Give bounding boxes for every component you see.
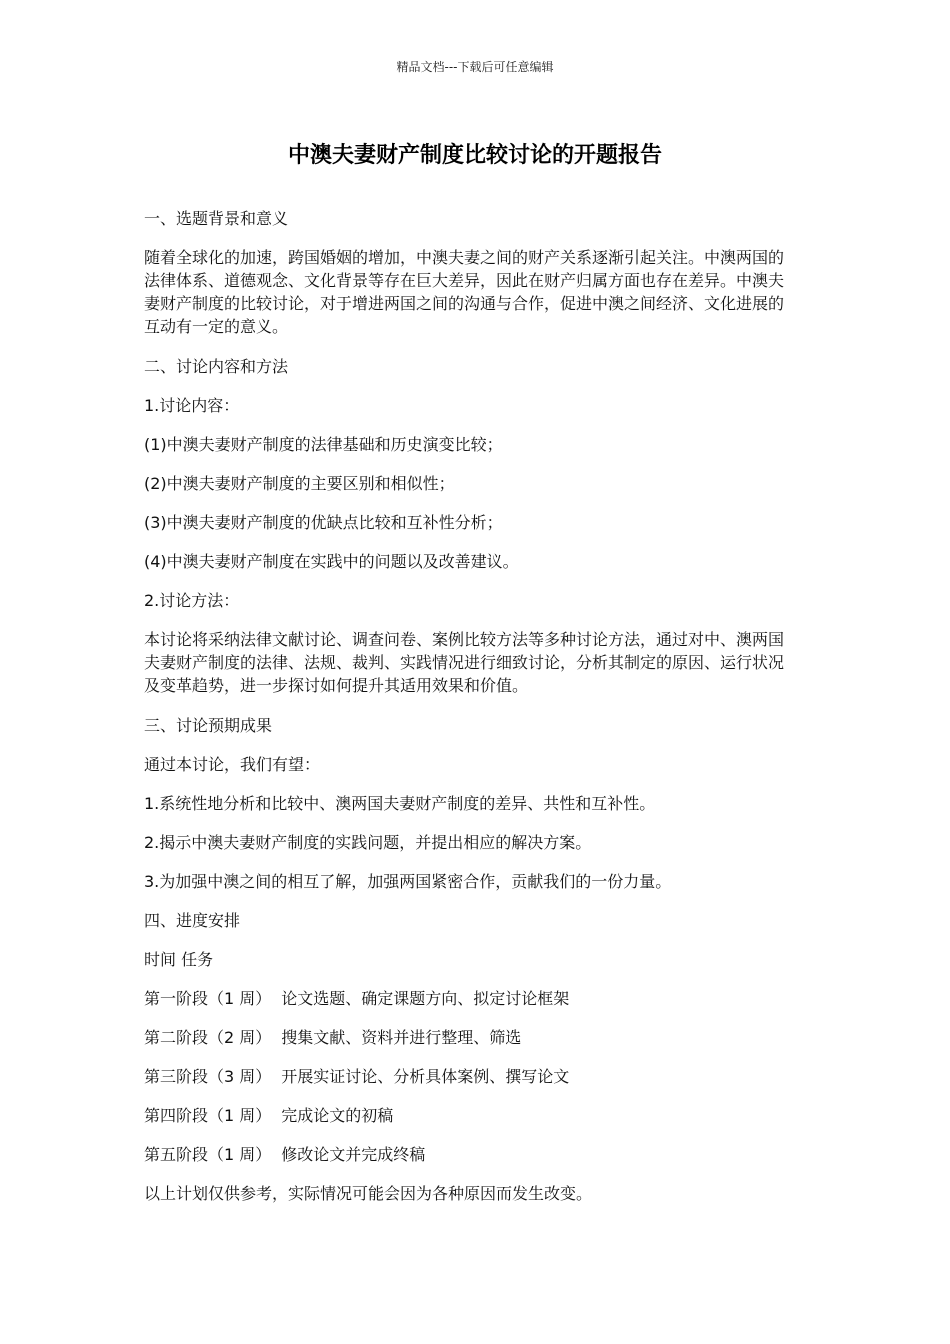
schedule-row [144,987,796,1010]
research-content-item: (3)中澳夫妻财产制度的优缺点比较和互补性分析； [144,513,503,532]
schedule-task: 开展实证讨论、分析具体案例、撰写论文 [281,1067,570,1086]
research-content-item: (4)中澳夫妻财产制度在实践中的问题以及改善建议。 [144,552,519,571]
schedule-task: 修改论文并完成终稿 [281,1145,426,1164]
section-3-heading: 三、讨论预期成果 [144,716,273,735]
schedule-header: 时间 任务 [144,950,214,969]
expected-results-intro: 通过本讨论，我们有望： [144,755,321,774]
schedule-row [144,1104,796,1127]
section-1-body: 随着全球化的加速，跨国婚姻的增加，中澳夫妻之间的财产关系逐渐引起关注。中澳两国的法律体系、道德观念、文化背景等存在巨大差异，因此在财产归属方面也存在差异。中澳夫妻财产制度的比较讨论，对于增进两国之间的沟通与合作，促进中澳之间经济、文化进展的互动有一定的意义。 [144,248,785,336]
section-1-heading: 一、选题背景和意义 [144,209,289,228]
expected-result-item: 3.为加强中澳之间的相互了解，加强两国紧密合作，贡献我们的一份力量。 [144,872,672,891]
schedule-task: 论文选题、确定课题方向、拟定讨论框架 [281,989,570,1008]
expected-result-item: 1.系统性地分析和比较中、澳两国夫妻财产制度的差异、共性和互补性。 [144,794,656,813]
research-method-body: 本讨论将采纳法律文献讨论、调查问卷、案例比较方法等多种讨论方法，通过对中、澳两国夫妻财产制度的法律、法规、裁判、实践情况进行细致讨论，分析其制定的原因、运行状况及变革趋势，进一步探讨如何提升其适用效果和价值。 [144,630,785,695]
research-content-item: (1)中澳夫妻财产制度的法律基础和历史演变比较； [144,435,503,454]
schedule-task: 完成论文的初稿 [281,1106,394,1125]
schedule-stage: 第一阶段（1 周） [144,989,272,1008]
research-method-label: 2.讨论方法： [144,591,240,610]
section-2-heading: 二、讨论内容和方法 [144,357,289,376]
schedule-row [144,1143,796,1166]
header-note: 精品文档---下载后可任意编辑 [396,60,554,74]
section-4-heading: 四、进度安排 [144,911,241,930]
closing-note: 以上计划仅供参考，实际情况可能会因为各种原因而发生改变。 [144,1184,593,1203]
schedule-row [144,1065,796,1088]
research-content-label: 1.讨论内容： [144,396,240,415]
research-content-item: (2)中澳夫妻财产制度的主要区别和相似性； [144,474,455,493]
schedule-stage: 第四阶段（1 周） [144,1106,272,1125]
schedule-task: 搜集文献、资料并进行整理、筛选 [281,1028,522,1047]
document-title: 中澳夫妻财产制度比较讨论的开题报告 [287,143,662,168]
document-body [144,207,796,1221]
schedule-stage: 第五阶段（1 周） [144,1145,272,1164]
schedule-stage: 第二阶段（2 周） [144,1028,272,1047]
expected-result-item: 2.揭示中澳夫妻财产制度的实践问题，并提出相应的解决方案。 [144,833,592,852]
schedule-row [144,1026,796,1049]
schedule-stage: 第三阶段（3 周） [144,1067,272,1086]
